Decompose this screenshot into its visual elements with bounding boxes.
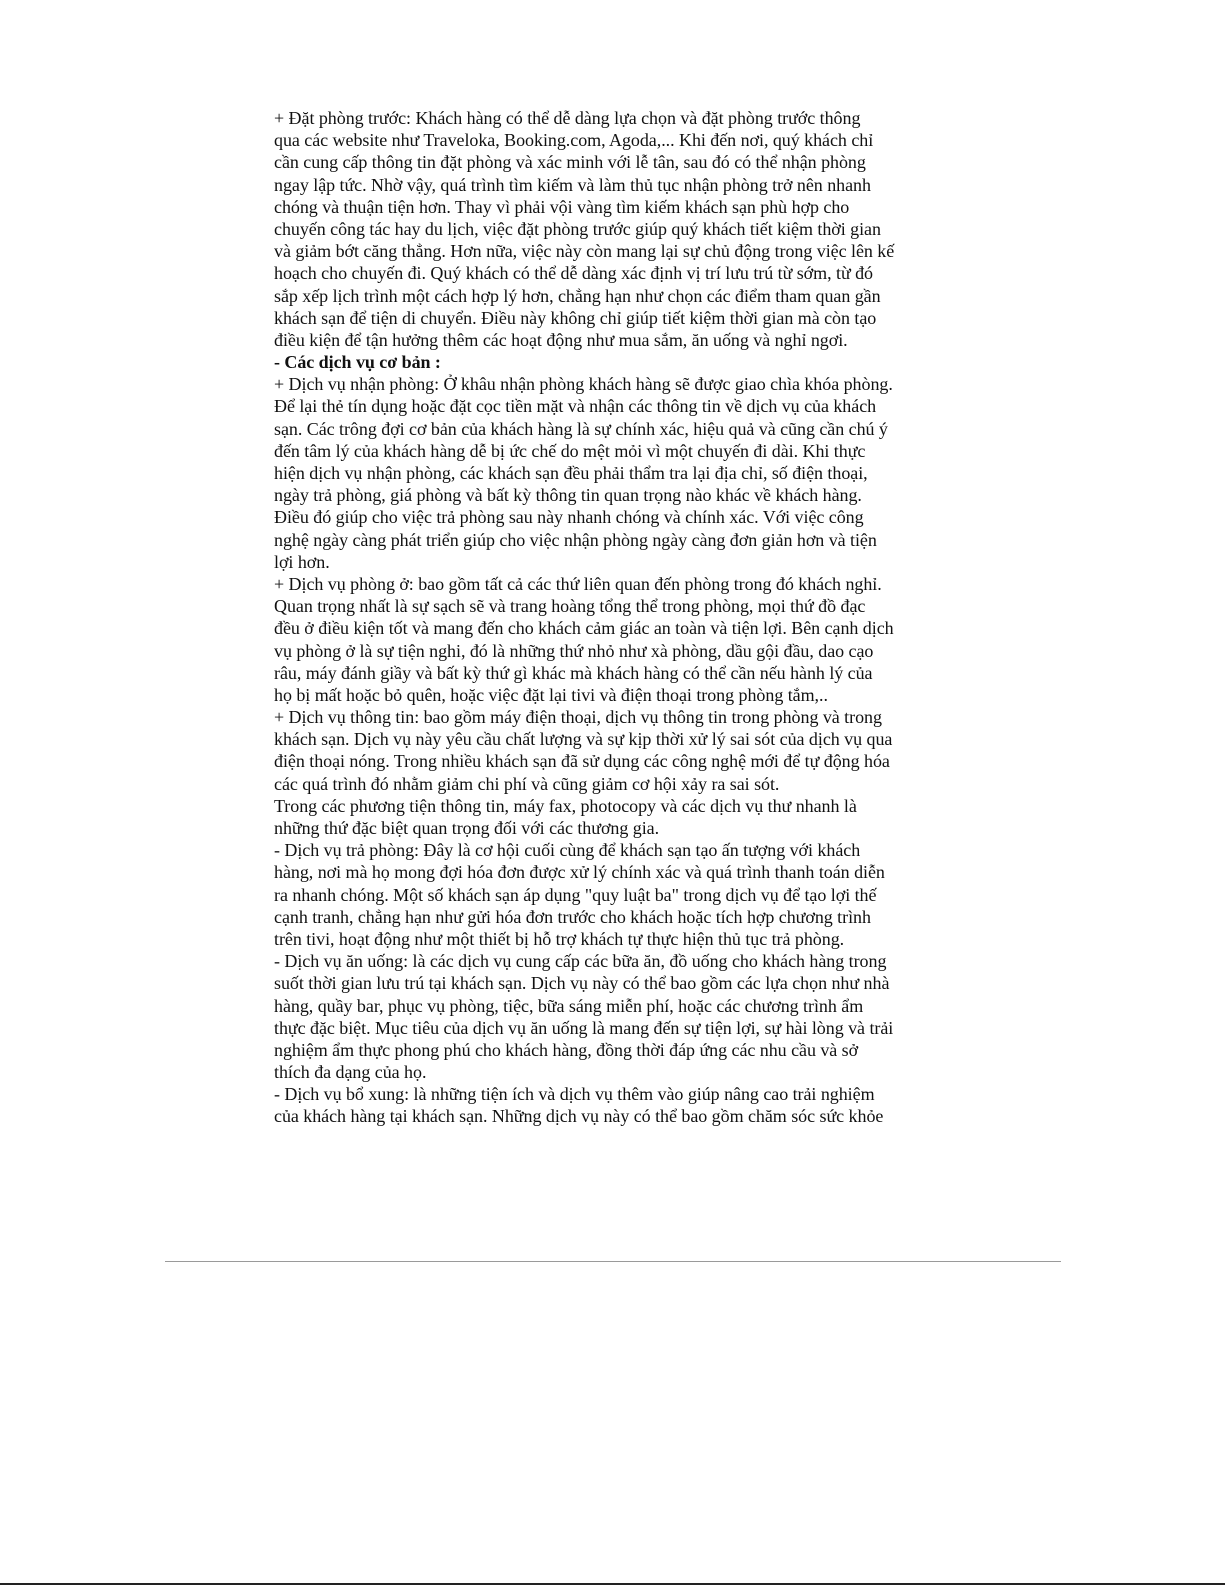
text-line: cạnh tranh, chẳng hạn như gửi hóa đơn trước cho khách hoặc tích hợp chương trình — [274, 906, 871, 927]
text-line: Để lại thẻ tín dụng hoặc đặt cọc tiền mặt và nhận các thông tin về dịch vụ của khách — [274, 396, 877, 417]
text-line: - Dịch vụ ăn uống: là các dịch vụ cung cấp các bữa ăn, đồ uống cho khách hàng trong — [274, 951, 887, 972]
text-line: các quá trình đó nhằm giảm chi phí và cũng giảm cơ hội xảy ra sai sót. — [274, 773, 780, 794]
text-line: hàng, nơi mà họ mong đợi hóa đơn được xử lý chính xác và quá trình thanh toán diễn — [274, 862, 885, 883]
text-line: hiện dịch vụ nhận phòng, các khách sạn đều phải thẩm tra lại địa chỉ, số điện thoại, — [274, 463, 868, 483]
text-line: + Dịch vụ phòng ở: bao gồm tất cả các thứ liên quan đến phòng trong đó khách nghỉ. — [274, 573, 882, 594]
page-footer-divider — [165, 1261, 1061, 1262]
text-line: lợi hơn. — [274, 551, 330, 572]
text-line: ngày trả phòng, giá phòng và bất kỳ thông tin quan trọng nào khác về khách hàng. — [274, 485, 862, 506]
text-line: vụ phòng ở là sự tiện nghi, đó là những thứ nhỏ như xà phòng, dầu gội đầu, dao cạo — [274, 640, 874, 661]
text-line: hoạch cho chuyến đi. Quý khách có thể dễ dàng xác định vị trí lưu trú từ sớm, từ đó — [274, 263, 874, 284]
text-line: khách sạn để tiện di chuyển. Điều này không chỉ giúp tiết kiệm thời gian mà còn tạo — [274, 307, 877, 328]
text-line: - Dịch vụ trả phòng: Đây là cơ hội cuối cùng để khách sạn tạo ấn tượng với khách — [274, 840, 861, 861]
text-line: chuyến công tác hay du lịch, việc đặt phòng trước giúp quý khách tiết kiệm thời gian — [274, 218, 881, 239]
text-line: điều kiện để tận hưởng thêm các hoạt động như mua sắm, ăn uống và nghỉ ngơi. — [274, 329, 848, 350]
text-line: đến tâm lý của khách hàng dễ bị ức chế do mệt mỏi vì một chuyến đi dài. Khi thực — [274, 440, 866, 461]
text-line: những thứ đặc biệt quan trọng đối với các thương gia. — [274, 818, 660, 838]
text-line: họ bị mất hoặc bỏ quên, hoặc việc đặt lại tivi và điện thoại trong phòng tắm,.. — [274, 684, 828, 705]
text-line: đều ở điều kiện tốt và mang đến cho khách cảm giác an toàn và tiện lợi. Bên cạnh dịch — [274, 618, 894, 639]
text-line: khách sạn. Dịch vụ này yêu cầu chất lượng và sự kịp thời xử lý sai sót của dịch vụ qua — [274, 729, 893, 750]
section-heading: - Các dịch vụ cơ bản : — [274, 352, 441, 373]
text-line: điện thoại nóng. Trong nhiều khách sạn đã sử dụng các công nghệ mới để tự động hóa — [274, 751, 890, 772]
text-line: thích đa dạng của họ. — [274, 1062, 427, 1083]
text-line: + Dịch vụ thông tin: bao gồm máy điện thoại, dịch vụ thông tin trong phòng và trong — [274, 707, 882, 728]
text-line: Quan trọng nhất là sự sạch sẽ và trang hoàng tổng thể trong phòng, mọi thứ đồ đạc — [274, 596, 866, 617]
text-line: ngay lập tức. Nhờ vậy, quá trình tìm kiếm và làm thủ tục nhận phòng trở nên nhanh — [274, 174, 871, 195]
text-line: sắp xếp lịch trình một cách hợp lý hơn, chẳng hạn như chọn các điểm tham quan gần — [274, 285, 881, 306]
text-line: thực đặc biệt. Mục tiêu của dịch vụ ăn uống là mang đến sự tiện lợi, sự hài lòng và trải — [274, 1017, 894, 1038]
text-line: - Dịch vụ bổ xung: là những tiện ích và dịch vụ thêm vào giúp nâng cao trải nghiệm — [274, 1084, 875, 1105]
text-line: nghệ ngày càng phát triển giúp cho việc nhận phòng ngày càng đơn giản hơn và tiện — [274, 529, 877, 550]
text-line: ra nhanh chóng. Một số khách sạn áp dụng "quy luật ba" trong dịch vụ để tạo lợi thế — [274, 884, 877, 905]
text-line: + Dịch vụ nhận phòng: Ở khâu nhận phòng khách hàng sẽ được giao chìa khóa phòng. — [274, 374, 893, 395]
text-line: râu, máy đánh giầy và bất kỳ thứ gì khác mà khách hàng có thể cần nếu hành lý của — [274, 662, 873, 683]
text-line: trên tivi, hoạt động như một thiết bị hỗ trợ khách tự thực hiện thủ tục trả phòng. — [274, 928, 845, 949]
text-line: suốt thời gian lưu trú tại khách sạn. Dịch vụ này có thể bao gồm các lựa chọn như nhà — [274, 973, 890, 994]
text-line: Trong các phương tiện thông tin, máy fax, photocopy và các dịch vụ thư nhanh là — [274, 795, 857, 816]
text-line: hàng, quầy bar, phục vụ phòng, tiệc, bữa sáng miễn phí, hoặc các chương trình ẩm — [274, 995, 864, 1016]
text-line: và giảm bớt căng thẳng. Hơn nữa, việc này còn mang lại sự chủ động trong việc lên kế — [274, 241, 895, 262]
text-line: của khách hàng tại khách sạn. Những dịch vụ này có thể bao gồm chăm sóc sức khỏe — [274, 1106, 884, 1127]
text-line: Điều đó giúp cho việc trả phòng sau này nhanh chóng và chính xác. Với việc công — [274, 507, 864, 528]
text-line: qua các website như Traveloka, Booking.com, Agoda,... Khi đến nơi, quý khách chỉ — [274, 130, 874, 151]
text-line: nghiệm ẩm thực phong phú cho khách hàng, đồng thời đáp ứng các nhu cầu và sở — [274, 1039, 859, 1060]
text-line: cần cung cấp thông tin đặt phòng và xác minh với lễ tân, sau đó có thể nhận phòng — [274, 152, 866, 173]
text-line: sạn. Các trông đợi cơ bản của khách hàng là sự chính xác, hiệu quả và cũng cần chú ý — [274, 418, 888, 439]
document-body — [274, 107, 954, 1128]
text-line: chóng và thuận tiện hơn. Thay vì phải vội vàng tìm kiếm khách sạn phù hợp cho — [274, 196, 850, 217]
text-line: + Đặt phòng trước: Khách hàng có thể dễ dàng lựa chọn và đặt phòng trước thông — [274, 108, 861, 128]
